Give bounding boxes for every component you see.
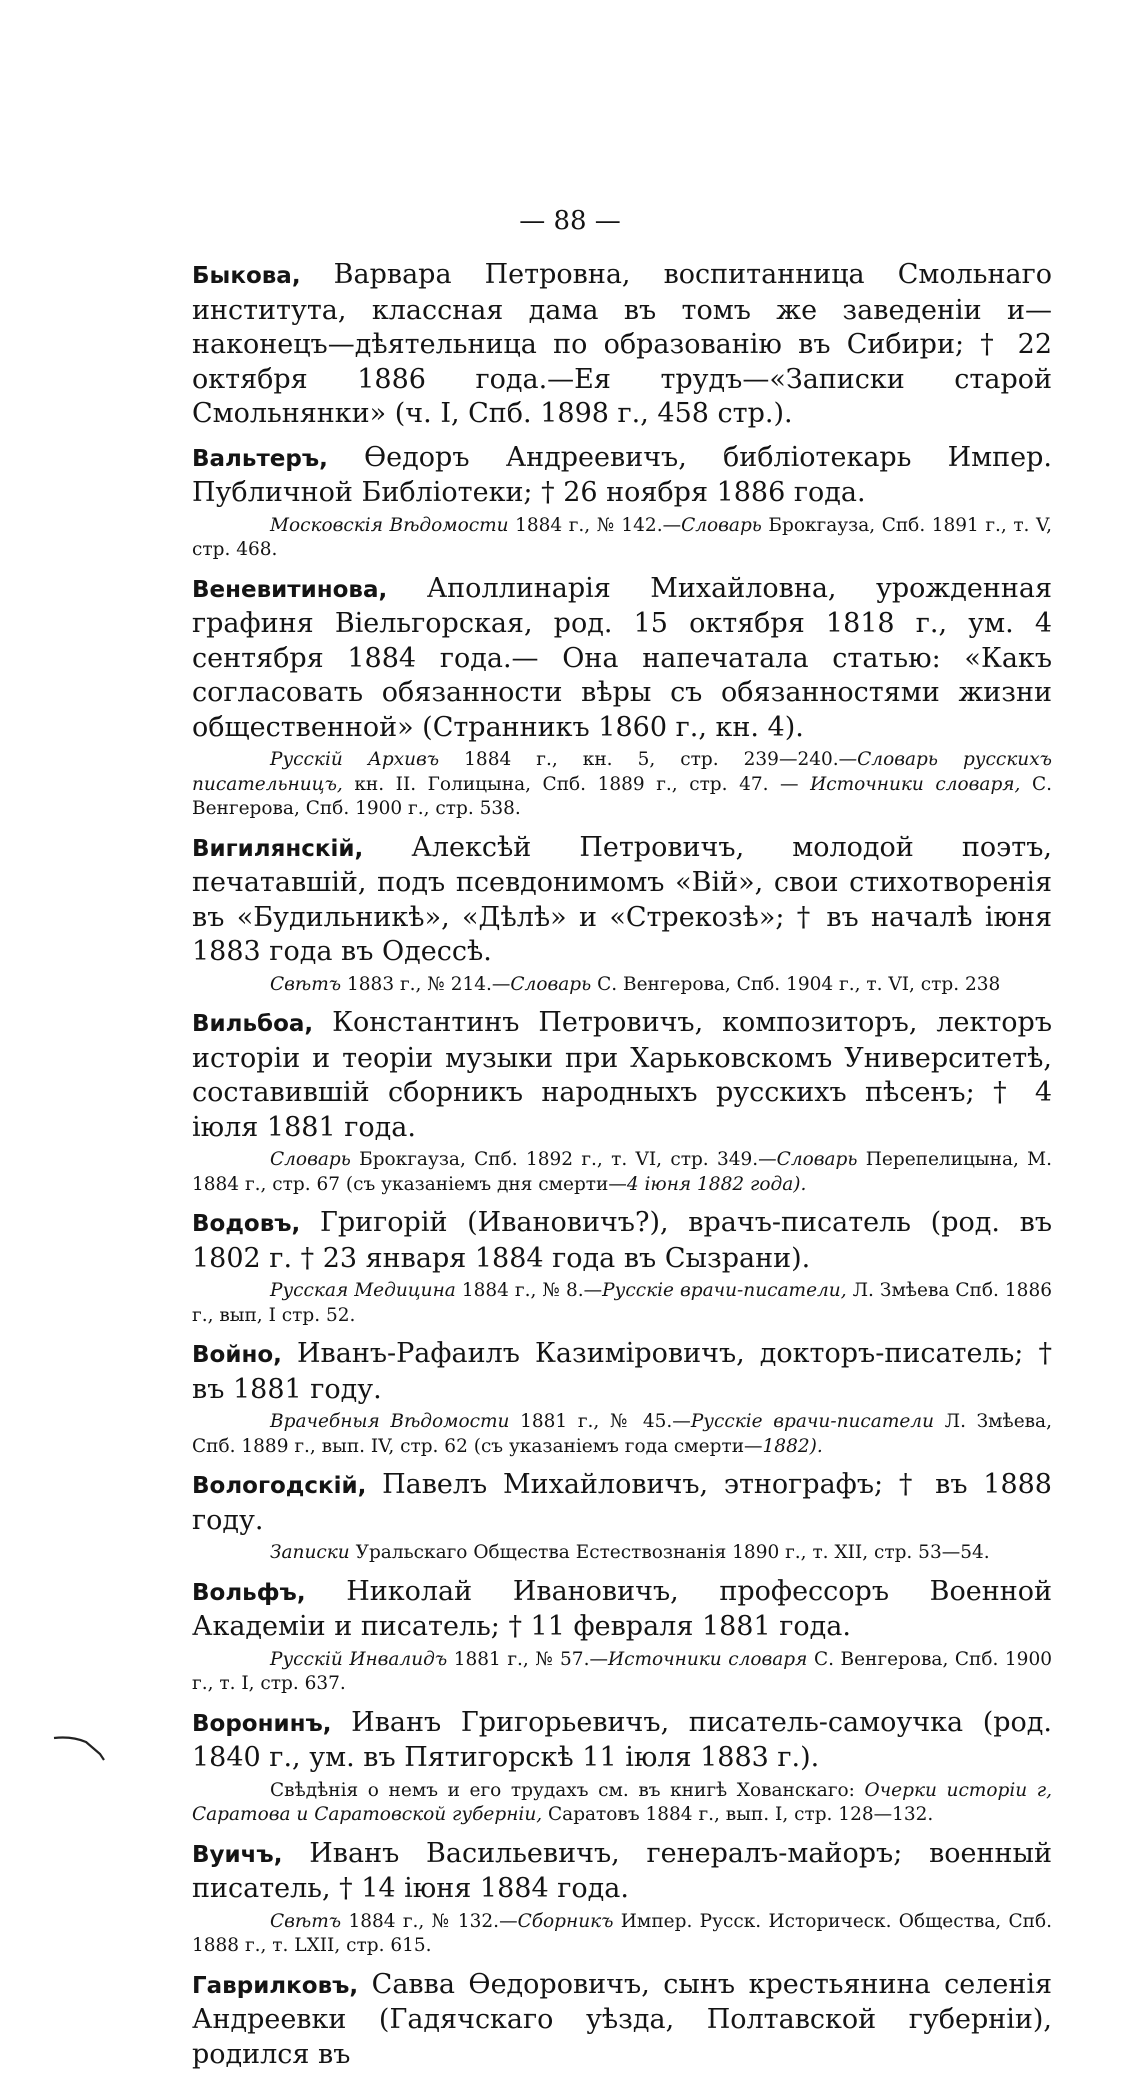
source-fragment: Русская Медицина <box>270 1280 456 1301</box>
source-fragment: Русскіе врачи-писатели, <box>602 1280 847 1301</box>
source-fragment: 1881 г., № 45.— <box>509 1411 691 1432</box>
source-fragment: Словарь <box>510 973 592 995</box>
source-fragment: Очерки исторіи г, Саратова и Саратовской губерніи, <box>192 1779 1052 1825</box>
entry-text: Ѳедоръ Андреевичъ, библіотекарь Импер. Публичной Библіотеки; † 26 ноября 1886 года. <box>192 441 1052 508</box>
source-fragment: 1881 г., № 57.— <box>447 1648 608 1670</box>
dictionary-entries <box>192 258 1052 2081</box>
entry-body <box>192 1337 1052 1407</box>
entry-text: Григорій (Ивановичъ?), врачъ-писатель (род. въ 1802 г. † 23 января 1884 года въ Сызрани). <box>192 1207 1052 1274</box>
entry <box>192 1468 1052 1566</box>
source-fragment: Московскія Вѣдомости <box>270 514 509 536</box>
entry-body <box>192 441 1052 511</box>
source-fragment: Свѣдѣнія о немъ и его трудахъ см. въ книгѣ Хованскаго: <box>270 1779 865 1801</box>
entry-body <box>192 1206 1052 1276</box>
source-fragment: 1884 г., кн. 5, стр. 239—240.— <box>439 749 858 770</box>
source-fragment: Врачебныя Вѣдомости <box>270 1411 510 1432</box>
entry-text: Савва Ѳедоровичъ, сынъ крестьянина селенія Андреевки (Гадячскаго уѣзда, Полтавской губерніи), родился въ <box>192 1968 1052 2070</box>
source-fragment: Русскіе врачи-писатели <box>690 1411 934 1432</box>
entry-source <box>192 1910 1052 1959</box>
entry-headword: Водовъ, <box>192 1211 301 1237</box>
source-fragment: Словарь <box>776 1149 858 1170</box>
entry-headword: Вологодскій, <box>192 1473 367 1499</box>
entry <box>192 831 1052 998</box>
source-fragment: Источники словаря, <box>810 773 1021 795</box>
entry-headword: Вальтеръ, <box>192 445 328 472</box>
entry-headword: Веневитинова, <box>192 576 388 603</box>
entry-text: Иванъ-Рафаилъ Казиміровичъ, докторъ-писатель; † въ 1881 году. <box>192 1338 1052 1405</box>
entry <box>192 1837 1052 1959</box>
entry-body <box>192 258 1052 432</box>
source-fragment: 1884 г., № 8.— <box>455 1280 603 1301</box>
entry-text: Алексѣй Петровичъ, молодой поэтъ, печатавшій, подъ псевдонимомъ «Вій», свои стихотворенія въ «Будильникѣ», «Дѣлѣ» и «Стрекозѣ»; † въ началѣ іюня 1883 года въ Одессѣ. <box>192 831 1052 967</box>
source-fragment: 1884 г., № 132.— <box>341 1910 518 1932</box>
source-fragment: 4 іюня 1882 года). <box>626 1173 807 1195</box>
entry-source <box>192 748 1052 822</box>
source-fragment: кн. II. Голицына, Спб. 1889 г., стр. 47. — <box>342 773 811 795</box>
entry-headword: Вильбоа, <box>192 1011 314 1037</box>
source-fragment: Брокгауза, Спб. 1891 г., т. V, стр. 468. <box>192 514 1052 560</box>
entry-body <box>192 1468 1052 1538</box>
entry-headword: Гаврилковъ, <box>192 1972 359 1999</box>
source-fragment: Саратовъ 1884 г., вып. I, стр. 128—132. <box>542 1804 934 1825</box>
entry-headword: Войно, <box>192 1342 282 1368</box>
source-fragment: 1883 г., № 214.— <box>341 973 511 995</box>
source-fragment: Русскій Инвалидъ <box>270 1648 448 1670</box>
entry-headword: Быкова, <box>192 263 301 289</box>
entry-text: Иванъ Григорьевичъ, писатель-самоучка (род. 1840 г., ум. въ Пятигорскѣ 11 іюля 1883 г.). <box>192 1706 1052 1773</box>
page-number: — 88 — <box>519 206 621 236</box>
source-fragment: Словарь <box>681 514 762 536</box>
source-fragment: С. Венгерова, Спб. 1904 г., т. VI, стр. 238 <box>591 973 1001 995</box>
entry-source <box>192 973 1052 998</box>
entry <box>192 1337 1052 1459</box>
entry-body <box>192 1837 1052 1907</box>
entry <box>192 572 1052 822</box>
entry-source <box>192 1279 1052 1328</box>
entry-source <box>192 1148 1052 1197</box>
entry-source <box>192 514 1052 563</box>
entry-body <box>192 1968 1052 2073</box>
source-fragment: Л. Змѣева Спб. 1886 г., вып, I стр. 52. <box>192 1280 1052 1326</box>
entry <box>192 1575 1052 1697</box>
entry-headword: Вольфъ, <box>192 1579 306 1606</box>
entry-text: Аполлинарія Михайловна, урожденная графиня Віельгорская, род. 15 октября 1818 г., ум. 4 сентября 1884 года.— Она напечатала статью: «Какъ согласовать обязанности вѣры съ обязанностями жизни общественной» (Странникъ 1860 г., кн. 4). <box>192 572 1052 743</box>
entry <box>192 1006 1052 1197</box>
source-fragment: Русскій Архивъ <box>270 749 440 770</box>
entry-text: Варвара Петровна, воспитанница Смольнаго института, классная дама въ томъ же заведеніи и—наконецъ—дѣятельница по образованію въ Сибири; † 22 октября 1886 года.—Ея трудъ—«Записки старой Смольнянки» (ч. I, Спб. 1898 г., 458 стр.). <box>192 259 1052 429</box>
source-fragment: 1882). <box>762 1435 823 1457</box>
source-fragment: Источники словаря <box>607 1648 808 1670</box>
entry-headword: Воронинъ, <box>192 1710 332 1737</box>
entry-body <box>192 831 1052 970</box>
entry-source <box>192 1410 1052 1459</box>
source-fragment: Перепелицына, М. 1884 г., стр. 67 (съ указаніемъ дня смерти— <box>192 1149 1052 1195</box>
entry-text: Иванъ Васильевичъ, генералъ-майоръ; военный писатель, † 14 іюня 1884 года. <box>192 1837 1052 1904</box>
entry <box>192 258 1052 432</box>
entry-body <box>192 572 1052 746</box>
entry <box>192 1706 1052 1828</box>
entry <box>192 441 1052 563</box>
source-fragment: Сборникъ <box>517 1910 614 1932</box>
source-fragment: Словарь русскихъ писательницъ, <box>192 749 1052 795</box>
entry-text: Константинъ Петровичъ, композиторъ, лекторъ исторіи и теоріи музыки при Харьковскомъ Университетѣ, составившій сборникъ народныхъ русскихъ пѣсенъ; † 4 іюля 1881 года. <box>192 1007 1052 1143</box>
entry-headword: Вигилянскій, <box>192 835 364 862</box>
entry-source <box>192 1779 1052 1828</box>
entry-source <box>192 1648 1052 1697</box>
entry-headword: Вуичъ, <box>192 1841 283 1868</box>
pencil-mark-icon <box>52 1730 112 1770</box>
entry-text: Николай Ивановичъ, профессоръ Военной Академіи и писатель; † 11 февраля 1881 года. <box>192 1575 1052 1642</box>
source-fragment: Импер. Русск. Историческ. Общества, Спб. 1888 г., т. LXII, стр. 615. <box>192 1910 1052 1956</box>
source-fragment: Л. Змѣева, Спб. 1889 г., вып. IV, стр. 62 (съ указаніемъ года смерти— <box>192 1411 1052 1457</box>
entry-source <box>192 1541 1052 1566</box>
source-fragment: С. Венгерова, Спб. 1900 г., т. I, стр. 637. <box>192 1648 1052 1694</box>
source-fragment: С. Венгерова, Спб. 1900 г., стр. 538. <box>192 773 1052 819</box>
entry <box>192 1968 1052 2073</box>
entry-body <box>192 1006 1052 1145</box>
source-fragment: Уральскаго Общества Естествознанія 1890 г., т. XII, стр. 53—54. <box>349 1542 990 1563</box>
entry-text: Павелъ Михайловичъ, этнографъ; † въ 1888 году. <box>192 1469 1052 1536</box>
entry <box>192 1206 1052 1328</box>
source-fragment: Свѣтъ <box>270 1910 342 1932</box>
source-fragment: Записки <box>270 1542 350 1563</box>
entry-body <box>192 1575 1052 1645</box>
source-fragment: Словарь <box>270 1149 351 1170</box>
source-fragment: Брокгауза, Спб. 1892 г., т. VI, стр. 349.— <box>350 1149 777 1170</box>
source-fragment: 1884 г., № 142.— <box>508 514 682 536</box>
source-fragment: Свѣтъ <box>270 973 342 995</box>
entry-body <box>192 1706 1052 1776</box>
